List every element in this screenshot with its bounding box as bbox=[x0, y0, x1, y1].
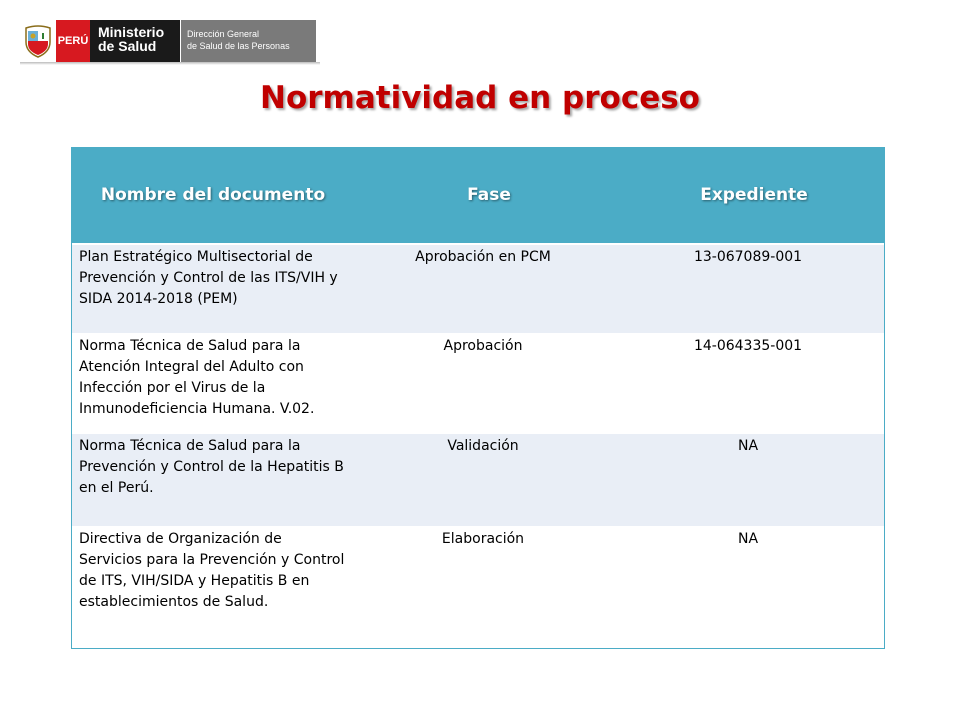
direction-line-1: Dirección General bbox=[187, 29, 260, 39]
page-title: Normatividad en proceso bbox=[260, 80, 700, 116]
document-expediente: 13-067089-001 bbox=[693, 249, 803, 265]
document-fase: Validación bbox=[447, 438, 519, 454]
coat-of-arms-icon bbox=[20, 20, 56, 62]
document-expediente: 14-064335-001 bbox=[693, 338, 803, 354]
document-name: Plan Estratégico Multisectorial de Prevención y Control de las ITS/VIH y SIDA 2014-2018 (PEM) bbox=[79, 249, 338, 307]
header-shadow bbox=[20, 62, 320, 65]
document-name: Directiva de Organización de Servicios para la Prevención y Control de ITS, VIH/SIDA y Hepatitis B en establecimientos de Salud. bbox=[79, 531, 345, 610]
table-row bbox=[72, 245, 884, 334]
document-expediente: NA bbox=[737, 438, 759, 454]
column-header-expediente: Expediente bbox=[700, 185, 808, 205]
document-expediente: NA bbox=[737, 531, 759, 547]
table-row bbox=[72, 334, 884, 434]
table-header bbox=[72, 147, 884, 245]
ministry-line-2: de Salud bbox=[98, 38, 157, 54]
document-fase: Aprobación bbox=[443, 338, 523, 354]
direction-name bbox=[180, 20, 316, 62]
column-header-fase: Fase bbox=[467, 185, 511, 205]
document-name: Norma Técnica de Salud para la Prevención y Control de la Hepatitis B en el Perú. bbox=[79, 438, 344, 496]
ministry-name bbox=[90, 20, 180, 62]
table-row bbox=[72, 527, 884, 648]
column-header-name: Nombre del documento bbox=[100, 185, 326, 205]
ministry-logo bbox=[20, 20, 316, 62]
ministry-line-1: Ministerio bbox=[98, 24, 165, 40]
document-fase: Elaboración bbox=[441, 531, 525, 547]
table-row bbox=[72, 434, 884, 527]
peru-label: PERÚ bbox=[56, 20, 90, 62]
document-fase: Aprobación en PCM bbox=[415, 249, 551, 265]
documents-table bbox=[71, 147, 885, 649]
direction-line-2: de Salud de las Personas bbox=[187, 41, 290, 51]
document-name: Norma Técnica de Salud para la Atención Integral del Adulto con Infección por el Virus de la Inmunodeficiencia Humana. V.02. bbox=[79, 338, 315, 417]
